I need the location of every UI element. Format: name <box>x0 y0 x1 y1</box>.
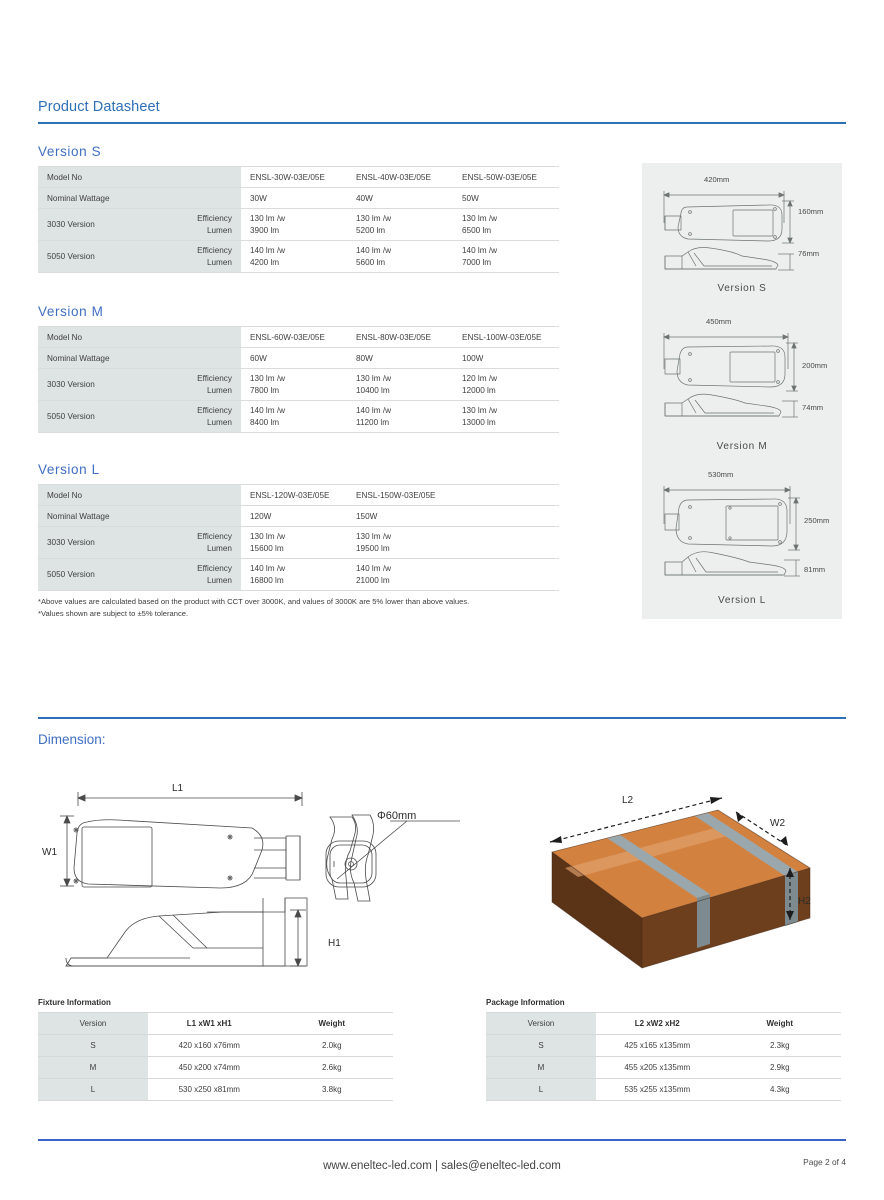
table-row <box>38 209 559 241</box>
cell-version: L <box>486 1079 596 1101</box>
package-label-h2: H2 <box>798 896 811 907</box>
cell-dimensions: 450 x200 x74mm <box>148 1057 271 1079</box>
footer-contact[interactable]: www.eneltec-led.com | sales@eneltec-led.com <box>323 1160 561 1172</box>
header-weight: Weight <box>271 1013 394 1035</box>
table-row <box>38 1035 393 1057</box>
row-sublabel: Efficiency Lumen <box>156 559 241 591</box>
cell-5050-3 <box>453 559 559 591</box>
cell-weight: 2.6kg <box>271 1057 394 1079</box>
table-row <box>38 527 559 559</box>
version-l-height-label: 250mm <box>804 516 830 525</box>
page-title: Product Datasheet <box>38 99 160 115</box>
header-divider <box>38 122 846 124</box>
version-m-width-label: 450mm <box>706 317 732 326</box>
version-l-drawing <box>642 466 842 616</box>
table-row <box>38 327 559 348</box>
version-m-depth-label: 74mm <box>802 403 824 412</box>
row-label: Model No <box>38 485 156 506</box>
cell-5050-1: 140 lm /w 8400 lm <box>241 401 347 433</box>
cell-dimensions: 420 x160 x76mm <box>148 1035 271 1057</box>
cell-3030-1: 130 lm /w 7800 lm <box>241 369 347 401</box>
cell-model-3: ENSL-50W-03E/05E <box>453 167 559 188</box>
package-label-w2: W2 <box>770 818 785 829</box>
cell-model-3 <box>453 485 559 506</box>
cell-wattage-3: 50W <box>453 188 559 209</box>
cell-dimensions: 535 x255 x135mm <box>596 1079 719 1101</box>
cell-weight: 2.0kg <box>271 1035 394 1057</box>
section-heading-version-m: Version M <box>38 304 104 319</box>
cell-3030-3 <box>453 527 559 559</box>
cell-wattage-2: 150W <box>347 506 453 527</box>
dimension-label-diameter: Φ60mm <box>377 810 417 822</box>
row-label: 3030 Version <box>38 209 156 241</box>
cell-weight: 2.9kg <box>719 1057 842 1079</box>
cell-wattage-2: 80W <box>347 348 453 369</box>
spec-table-version-m <box>38 326 559 433</box>
version-m-height-label: 200mm <box>802 361 828 370</box>
cell-5050-1: 140 lm /w 4200 lm <box>241 241 347 273</box>
row-label: Model No <box>38 327 156 348</box>
table-row <box>38 188 559 209</box>
footer-divider <box>38 1139 846 1141</box>
version-s-width-label: 420mm <box>704 175 730 184</box>
cell-wattage-3 <box>453 506 559 527</box>
cell-3030-2: 130 lm /w 19500 lm <box>347 527 453 559</box>
package-box-drawing <box>490 790 870 980</box>
version-l-width-label: 530mm <box>708 470 734 479</box>
package-information-block <box>486 998 841 1101</box>
cell-5050-1: 140 lm /w 16800 lm <box>241 559 347 591</box>
version-m-drawing <box>642 313 842 458</box>
table-row <box>486 1079 841 1101</box>
table-row <box>38 559 559 591</box>
spec-footnotes <box>38 596 618 620</box>
table-row <box>486 1057 841 1079</box>
cell-3030-2: 130 lm /w 10400 lm <box>347 369 453 401</box>
cell-wattage-1: 60W <box>241 348 347 369</box>
version-l-depth-label: 81mm <box>804 565 826 574</box>
row-label: 5050 Version <box>38 559 156 591</box>
cell-dimensions: 455 x205 x135mm <box>596 1057 719 1079</box>
fixture-information-block <box>38 998 393 1101</box>
cell-model-1: ENSL-30W-03E/05E <box>241 167 347 188</box>
cell-weight: 2.3kg <box>719 1035 842 1057</box>
spec-table-version-s <box>38 166 559 273</box>
cell-model-2: ENSL-80W-03E/05E <box>347 327 453 348</box>
cell-3030-2: 130 lm /w 5200 lm <box>347 209 453 241</box>
dimension-heading: Dimension: <box>38 732 106 747</box>
table-row <box>38 348 559 369</box>
cell-model-2: ENSL-150W-03E/05E <box>347 485 453 506</box>
cell-wattage-1: 120W <box>241 506 347 527</box>
cell-wattage-3: 100W <box>453 348 559 369</box>
dimension-label-h1: H1 <box>328 938 341 949</box>
row-label: Nominal Wattage <box>38 188 156 209</box>
row-sublabel: Efficiency Lumen <box>156 241 241 273</box>
header-dimensions: L2 xW2 xH2 <box>596 1013 719 1035</box>
row-label: 5050 Version <box>38 401 156 433</box>
table-row <box>486 1035 841 1057</box>
cell-3030-3: 120 lm /w 12000 lm <box>453 369 559 401</box>
cell-wattage-1: 30W <box>241 188 347 209</box>
row-label: 5050 Version <box>38 241 156 273</box>
row-sublabel: Efficiency Lumen <box>156 527 241 559</box>
cell-5050-3: 130 lm /w 13000 lm <box>453 401 559 433</box>
spec-table-version-l <box>38 484 559 591</box>
dimension-label-l1: L1 <box>172 783 184 794</box>
table-row <box>38 241 559 273</box>
cell-model-3: ENSL-100W-03E/05E <box>453 327 559 348</box>
row-label: Nominal Wattage <box>38 348 156 369</box>
cell-version: M <box>38 1057 148 1079</box>
fixture-information-table <box>38 1012 393 1101</box>
cell-version: M <box>486 1057 596 1079</box>
cell-5050-2: 140 lm /w 11200 lm <box>347 401 453 433</box>
cell-5050-3: 140 lm /w 7000 lm <box>453 241 559 273</box>
footnote-line-1: *Above values are calculated based on the product with CCT over 3000K, and values of 3000K are 5% lower than above values. <box>38 597 470 606</box>
table-header-row <box>486 1013 841 1035</box>
header-weight: Weight <box>719 1013 842 1035</box>
version-s-depth-label: 76mm <box>798 249 820 258</box>
row-sublabel: Efficiency Lumen <box>156 369 241 401</box>
cell-dimensions: 530 x250 x81mm <box>148 1079 271 1101</box>
package-table-caption: Package Information <box>486 998 565 1007</box>
cell-version: S <box>38 1035 148 1057</box>
cell-wattage-2: 40W <box>347 188 453 209</box>
cell-3030-1: 130 lm /w 3900 lm <box>241 209 347 241</box>
cell-weight: 3.8kg <box>271 1079 394 1101</box>
table-row <box>38 1079 393 1101</box>
table-row <box>38 167 559 188</box>
table-row <box>38 369 559 401</box>
header-dimensions: L1 xW1 xH1 <box>148 1013 271 1035</box>
row-label: 3030 Version <box>38 369 156 401</box>
version-s-caption: Version S <box>717 283 767 294</box>
row-sublabel: Efficiency Lumen <box>156 209 241 241</box>
cell-model-1: ENSL-60W-03E/05E <box>241 327 347 348</box>
cell-3030-1: 130 lm /w 15600 lm <box>241 527 347 559</box>
footnote-line-2: *Values shown are subject to ±5% tolerance. <box>38 608 189 618</box>
section-heading-version-s: Version S <box>38 144 102 159</box>
cell-5050-2: 140 lm /w 21000 lm <box>347 559 453 591</box>
table-row <box>38 485 559 506</box>
cell-model-2: ENSL-40W-03E/05E <box>347 167 453 188</box>
version-l-caption: Version L <box>718 595 766 606</box>
row-label: 3030 Version <box>38 527 156 559</box>
table-row <box>38 506 559 527</box>
table-header-row <box>38 1013 393 1035</box>
table-row <box>38 401 559 433</box>
dimension-divider <box>38 717 846 719</box>
section-heading-version-l: Version L <box>38 462 100 477</box>
table-row <box>38 1057 393 1079</box>
row-label: Model No <box>38 167 156 188</box>
header-version: Version <box>486 1013 596 1035</box>
cell-weight: 4.3kg <box>719 1079 842 1101</box>
cell-dimensions: 425 x165 x135mm <box>596 1035 719 1057</box>
footer-page-number: Page 2 of 4 <box>803 1157 846 1167</box>
fixture-table-caption: Fixture Information <box>38 998 111 1007</box>
row-sublabel: Efficiency Lumen <box>156 401 241 433</box>
cell-5050-2: 140 lm /w 5600 lm <box>347 241 453 273</box>
cell-version: S <box>486 1035 596 1057</box>
version-m-caption: Version M <box>716 441 768 452</box>
dimension-label-w1: W1 <box>42 847 57 858</box>
cell-3030-3: 130 lm /w 6500 lm <box>453 209 559 241</box>
cell-version: L <box>38 1079 148 1101</box>
header-version: Version <box>38 1013 148 1035</box>
package-information-table <box>486 1012 841 1101</box>
cell-model-1: ENSL-120W-03E/05E <box>241 485 347 506</box>
row-label: Nominal Wattage <box>38 506 156 527</box>
package-label-l2: L2 <box>622 795 634 806</box>
version-drawings-panel <box>642 163 842 619</box>
version-s-height-label: 160mm <box>798 207 824 216</box>
